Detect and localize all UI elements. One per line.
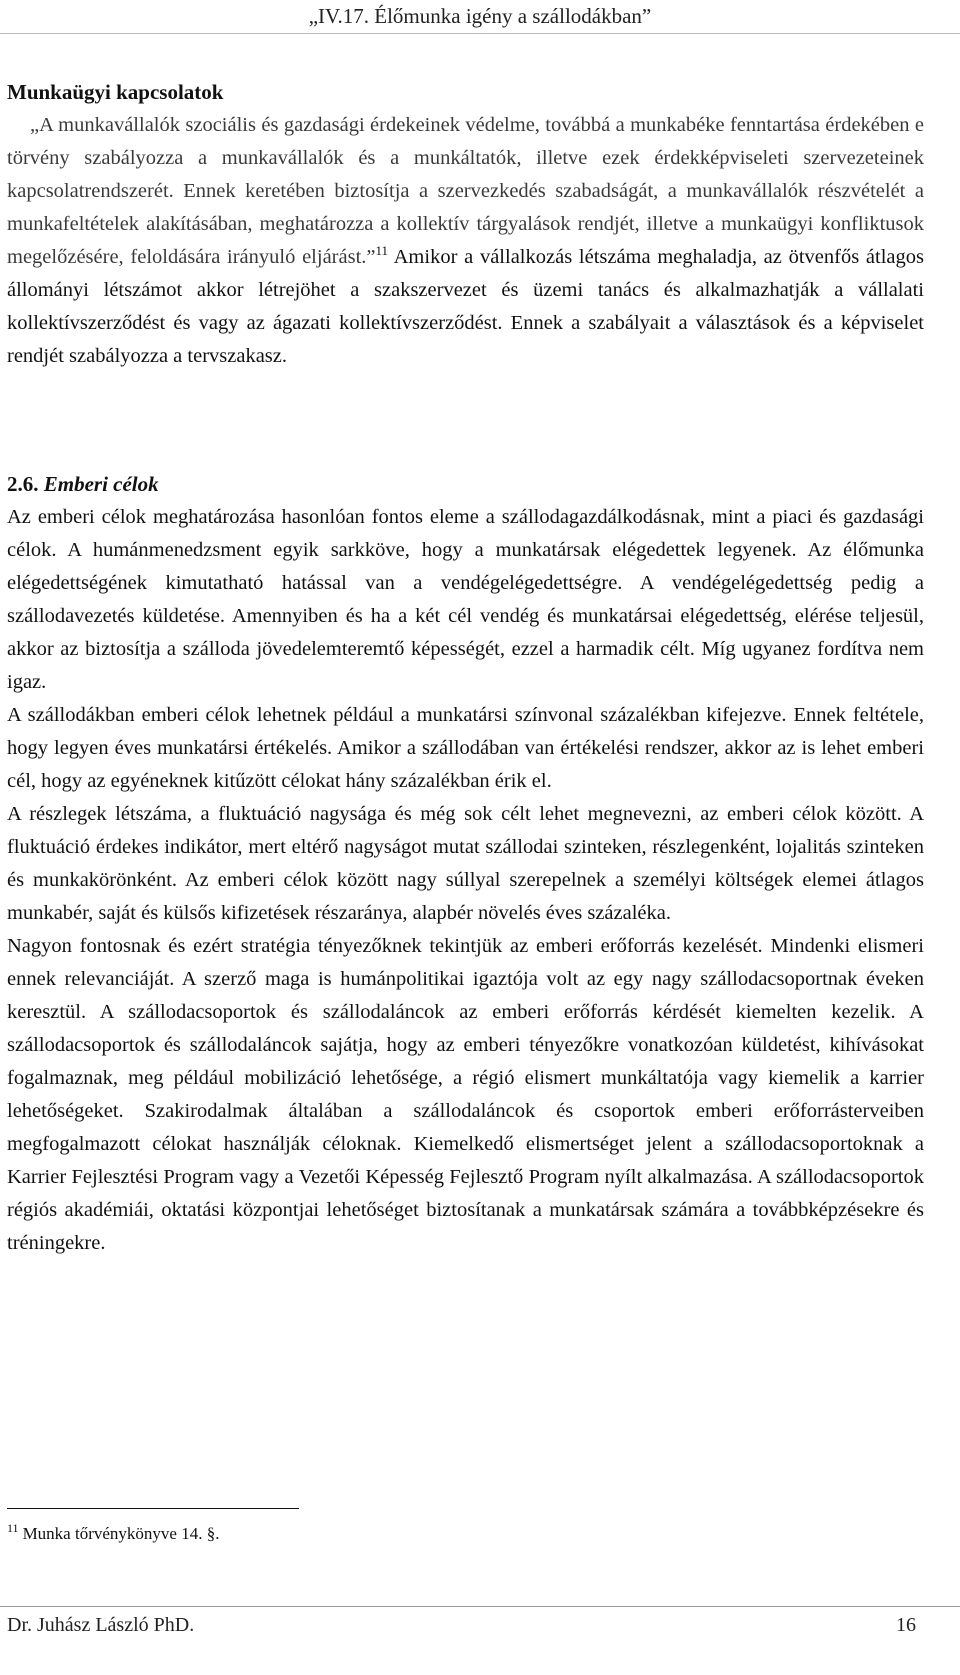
- human-goals-paragraph: Nagyon fontosnak és ezért stratégia tényezőknek tekintjük az emberi erőforrás kezelését. Mindenki elismeri ennek relevanciáját. A szerző maga is humánpolitikai igaztója volt az egy nagy szállodacsoportnak éveken keresztül. A szállodacsoportok és szállodaláncok az emberi erőforrás kérdését kiemelten kezelik. A szállodacsoportok és szállodaláncok sajátja, hogy az emberi tényezőkre vonatkozóan küldetést, kihívásokat fogalmaznak, meg például mobilizáció lehetősége, a régió elismert munkáltatója vagy kiemelik a karrier lehetőségeket. Szakirodalmak általában a szállodaláncok és csoportok emberi erőforrásterveiben megfogalmazott célokat használják céloknak. Kiemelkedő elismertséget jelent a szállodacsoportoknak a Karrier Fejlesztési Program vagy a Vezetői Képesség Fejlesztő Program nyílt alkalmazása. A szállodacsoportok régiós akadémiái, oktatási központjai lehetőséget biztosítanak a munkatársak számára a továbbképzésekre és tréningekre.: [7, 935, 924, 1254]
- footer-author: Dr. Juhász László PhD.: [7, 1614, 195, 1636]
- section-number: 2.6.: [7, 472, 39, 496]
- section-heading-human-goals: [7, 468, 924, 501]
- page-content: [7, 76, 924, 1260]
- labor-law-quote: „A munkavállalók szociális és gazdasági érdekeinek védelme, továbbá a munkabéke fenntartása érdekében e törvény szabályozza a munkavállalók és a munkáltatók, illetve ezek érdekképviseleti szervezeteinek kapcsolatrendszerét. Ennek keretében biztosítja a szervezkedés szabadságát, a munkavállalók részvételét a munkafeltételek alakításában, meghatározza a kollektív tárgyalások rendjét, illetve a munkaügyi konfliktusok megelőzésére, feloldására irányuló eljárást.”: [7, 114, 924, 268]
- running-header: [0, 4, 960, 34]
- footnote-text: Munka tőrvénykönyve 14. §.: [22, 1524, 220, 1543]
- labor-relations-paragraph: [7, 109, 924, 373]
- page-number: 16: [896, 1614, 916, 1636]
- human-goals-paragraph: Az emberi célok meghatározása hasonlóan fontos eleme a szállodagazdálkodásnak, mint a piaci és gazdasági célok. A humánmenedzsment egyik sarkköve, hogy a munkatársak elégedettek legyenek. Az élőmunka elégedettségének kimutatható hatással van a vendégelégedettségre. A vendégelégedettség pedig a szállodavezetés küldetése. Amennyiben és ha a két cél vendég és munkatársai elégedettség, elérése teljesül, akkor az biztosítja a szálloda jövedelemteremtő képességét, ezzel a harmadik célt. Míg ugyanez fordítva nem igaz.: [7, 506, 924, 693]
- footnote-separator: [7, 1508, 299, 1509]
- section-heading-labor-relations: Munkaügyi kapcsolatok: [7, 80, 224, 104]
- footnote: [7, 1522, 219, 1546]
- footnote-reference[interactable]: 11: [375, 243, 389, 259]
- section-title: Emberi célok: [43, 472, 159, 496]
- section-spacer: [7, 373, 924, 468]
- labor-relations-text: Amikor a vállalkozás létszáma meghaladja, az ötvenfős átlagos állományi létszámot akkor létrejöhet a szakszervezet és üzemi tanács és alkalmazhatják a vállalati kollektívszerződést és vagy az ágazati kollektívszerződést. Ennek a szabályait a választások és a képviselet rendjét szabályozza a tervszakasz.: [7, 246, 924, 367]
- running-header-title: „IV.17. Élőmunka igény a szállodákban”: [308, 4, 652, 28]
- human-goals-paragraph: A szállodákban emberi célok lehetnek például a munkatársi színvonal százalékban kifejezve. Ennek feltétele, hogy legyen éves munkatársi értékelés. Amikor a szállodában van értékelési rendszer, akkor az is lehet emberi cél, hogy az egyéneknek kitűzött célokat hány százalékban érik el.: [7, 704, 924, 792]
- footnote-mark: 11: [7, 1521, 19, 1536]
- running-footer: [0, 1606, 960, 1636]
- human-goals-paragraph: A részlegek létszáma, a fluktuáció nagysága és még sok célt lehet megnevezni, az emberi célok között. A fluktuáció érdekes indikátor, mert eltérő nagyságot mutat szállodai szinteken, részlegenként, lojalitás szinteken és munkakörönként. Az emberi célok között nagy súllyal szerepelnek a személyi költségek elemei átlagos munkabér, saját és külsős kifizetések részaránya, alapbér növelés éves százaléka.: [7, 803, 924, 924]
